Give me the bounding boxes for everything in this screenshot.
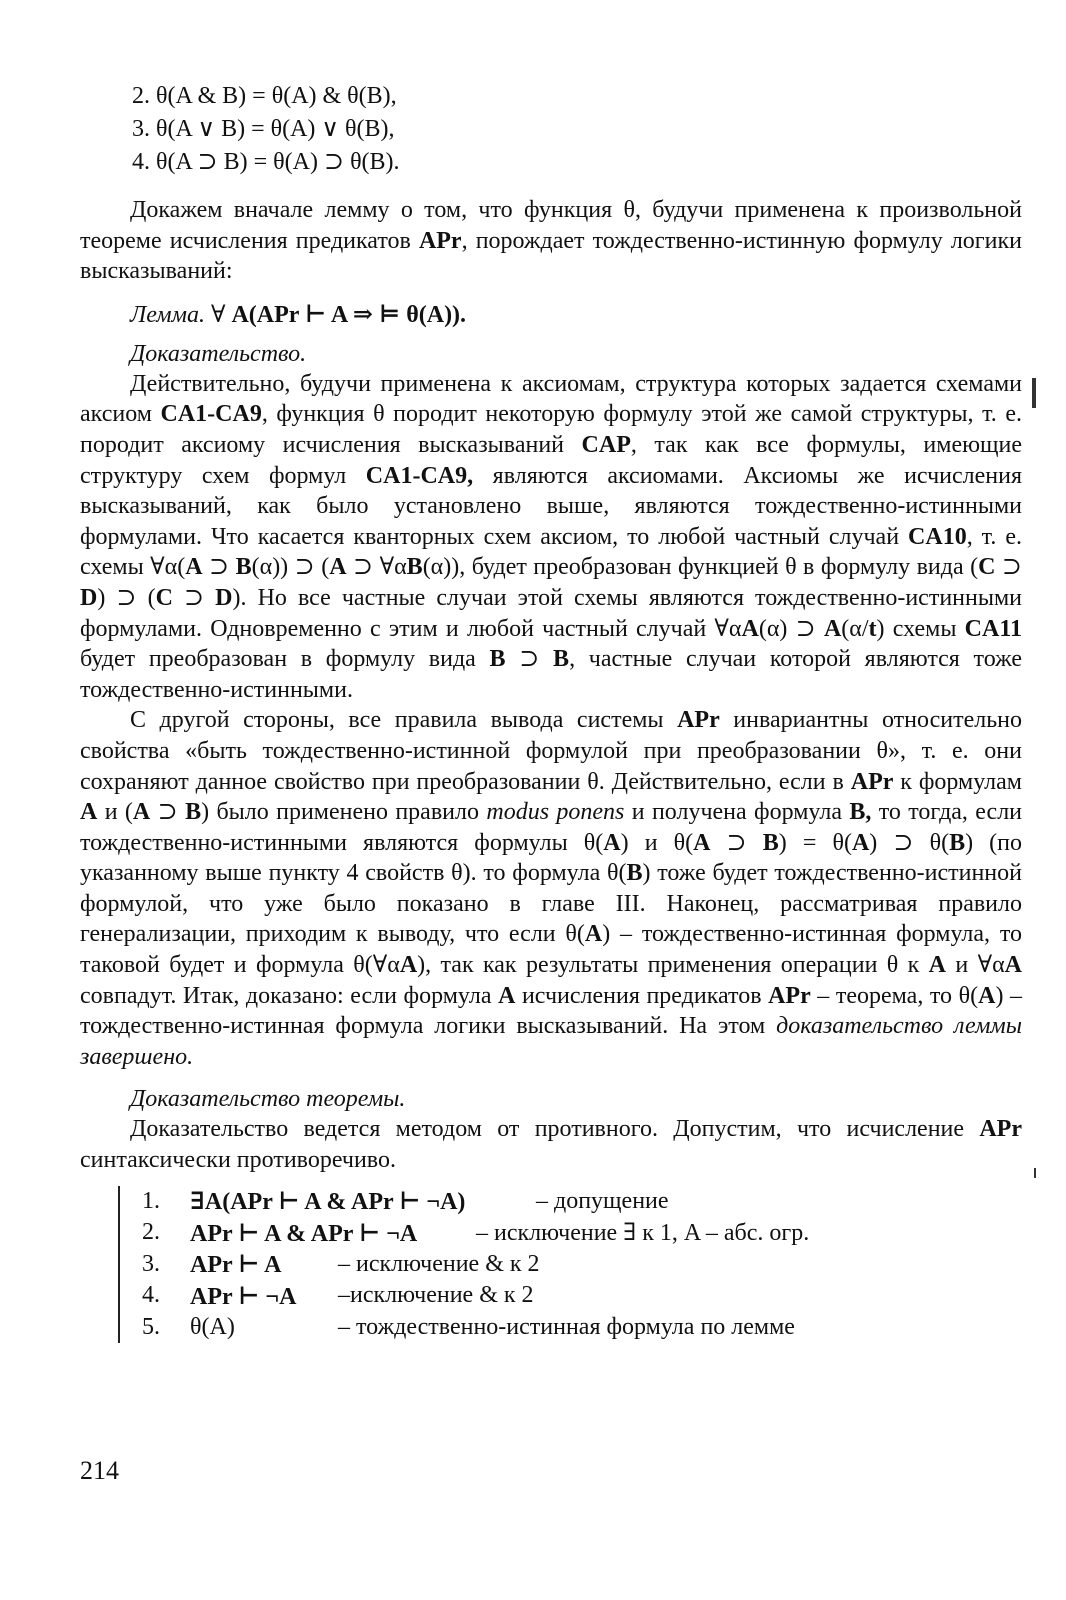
proof-step xyxy=(142,1280,1022,1312)
scan-edge-mark xyxy=(1034,1168,1036,1178)
step-number: 5. xyxy=(142,1313,160,1340)
step-comment: – допущение xyxy=(536,1187,669,1214)
theorem-proof-heading: Доказательство теоремы. xyxy=(130,1086,406,1113)
page-number: 214 xyxy=(80,1456,119,1485)
property-4: 4. θ(A ⊃ B) = θ(A) ⊃ θ(B). xyxy=(132,149,400,175)
intro-paragraph: Докажем вначале лемму о том, что функция θ, будучи применена к произвольной теореме исчисления предикатов APr, порождает тождественно-истинную формулу логики высказываний: xyxy=(80,197,1023,285)
step-comment: – тождественно-истинная формула по лемме xyxy=(338,1313,795,1340)
step-number: 4. xyxy=(142,1282,160,1309)
proof-heading: Доказательство. xyxy=(130,340,307,367)
step-formula: ∃A(APr ⊢ A & APr ⊢ ¬A) xyxy=(190,1189,466,1216)
properties-list xyxy=(80,80,1022,179)
proof-step xyxy=(142,1186,1022,1218)
lemma-formula: A(APr ⊢ A ⇒ ⊨ θ(A)). xyxy=(231,301,467,328)
proof-step xyxy=(142,1249,1022,1281)
proof-steps-table xyxy=(118,1186,1022,1344)
proof-paragraph-2: С другой стороны, все правила вывода системы APr инвариантны относительно свойства «быть тождественно-истинной формулой при преобразовании θ», т. е. они сохраняют данное свойство при преобразовании θ. Действительно, если в APr к формулам A и (A ⊃ B) было применено правило modus ponens и получена формула B, то тогда, если тождественно-истинными являются формулы θ(A) и θ(A ⊃ B) = θ(A) ⊃ θ(B) (по указанному выше пункту 4 свойств θ). то формула θ(B) тоже будет тождественно-истинной формулой, что уже было показано в главе III. Наконец, рассматривая правило генерализации, приходим к выводу, что если θ(A) – тождественно-истинная формула, то таковой будет и формула θ(∀αA), так как результаты применения операции θ к A и ∀αA совпадут. Итак, доказано: если формула A исчисления предикатов APr – теорема, то θ(A) – тождественно-истинная формула логики высказываний. На этом доказательство леммы завершено. xyxy=(80,707,1023,1070)
step-formula: APr ⊢ A xyxy=(190,1252,282,1279)
step-comment: – исключение ∃ к 1, A – абс. огр. xyxy=(476,1220,810,1247)
step-number: 3. xyxy=(142,1250,160,1277)
lemma-label: Лемма. xyxy=(130,301,205,328)
step-formula: θ(A) xyxy=(190,1313,235,1340)
step-number: 2. xyxy=(142,1219,160,1246)
proof-step xyxy=(142,1217,1022,1249)
step-formula: APr ⊢ ¬A xyxy=(190,1283,297,1310)
proof-paragraph-1: Действительно, будучи применена к аксиомам, структура которых задается схемами аксиом CA1-CA9, функция θ породит некоторую формулу этой же самой структуры, т. е. породит аксиому исчисления высказываний CAP, так как все формулы, имеющие структуру схем формул CA1-CA9, являются аксиомами. Аксиомы же исчисления высказываний, как было установлено выше, являются тождественно-истинными формулами. Что касается кванторных схем аксиом, то любой частный случай CA10, т. е. схемы ∀α(A ⊃ B(α)) ⊃ (A ⊃ ∀αB(α)), будет преобразован функцией θ в формулу вида (C ⊃ D) ⊃ (C ⊃ D). Но все частные случаи этой схемы являются тождественно-истинными формулами. Одновременно с этим и любой частный случай ∀αA(α) ⊃ A(α/t) схемы CA11 будет преобразован в формулу вида B ⊃ B, частные случаи которой являются тоже тождественно-истинными. xyxy=(80,370,1023,703)
step-number: 1. xyxy=(142,1187,160,1214)
scan-edge-mark xyxy=(1032,378,1036,408)
lemma-statement: Лемма. ∀ A(APr ⊢ A ⇒ ⊨ θ(A)). xyxy=(130,301,467,328)
proof-step xyxy=(142,1312,1022,1344)
step-comment: –исключение & к 2 xyxy=(338,1282,534,1309)
step-comment: – исключение & к 2 xyxy=(338,1250,540,1277)
property-2: 2. θ(A & B) = θ(A) & θ(B), xyxy=(132,83,397,109)
page-content xyxy=(80,80,1022,1343)
theorem-paragraph: Доказательство ведется методом от противного. Допустим, что исчисление APr синтаксически противоречиво. xyxy=(80,1116,1022,1174)
property-3: 3. θ(A ∨ B) = θ(A) ∨ θ(B), xyxy=(132,116,395,142)
step-formula: APr ⊢ A & APr ⊢ ¬A xyxy=(190,1220,418,1247)
